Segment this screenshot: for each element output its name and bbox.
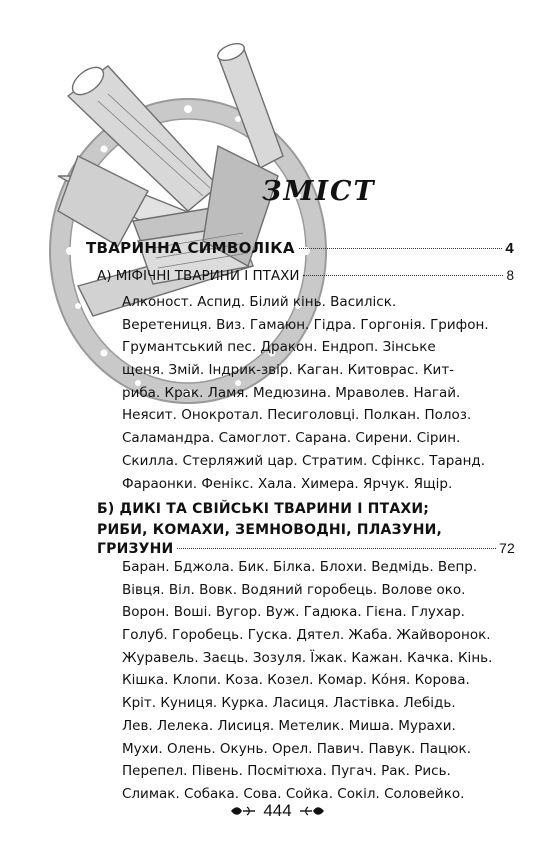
entry-line: Кріт. Куниця. Курка. Ласиця. Ластівка. Лебідь. <box>122 695 456 712</box>
entry-line: Алконост. Аспид. Білий кінь. Василіск. <box>122 294 397 310</box>
entry-line: риба. Крак. Ламя. Медюзина. Мраволев. Нагай. <box>122 384 461 401</box>
entry-line: Грумантський пес. Дракон. Ендроп. Зінське <box>122 339 436 356</box>
toc-section-b-label-line1: Б) ДИКІ ТА СВІЙСЬКІ ТВАРИНИ І ПТАХИ; <box>97 501 430 517</box>
entry-line: Веретениця. Виз. Гамаюн. Гідра. Горгонія. Грифон. <box>122 316 489 333</box>
entry-line: Перепел. Півень. Посмітюха. Пугач. Рак. Рись. <box>122 763 451 780</box>
dot-leader <box>303 275 503 276</box>
toc-section-main-label: ТВАРИННА СИМВОЛІКА <box>86 239 295 257</box>
entry-line: Лев. Лелека. Лисиця. Метелик. Миша. Мурахи. <box>122 717 456 734</box>
toc-section-b[interactable] <box>97 540 515 557</box>
entry-line: Саламандра. Самоглот. Сарана. Сирени. Сірин. <box>122 430 461 447</box>
page-number: 444 <box>263 801 292 820</box>
entry-line: Вівця. Віл. Вовк. Водяний горобець. Волове око. <box>122 581 466 598</box>
flourish-right-icon <box>298 804 326 818</box>
toc-section-main[interactable] <box>86 239 514 257</box>
entry-line: Фараонки. Фенікс. Хала. Химера. Ярчук. Ящір. <box>122 475 453 492</box>
entry-line: Кішка. Клопи. Коза. Козел. Комар. Ко́ня. Корова. <box>122 672 470 689</box>
dot-leader <box>299 248 503 249</box>
dot-leader <box>177 548 496 549</box>
entry-line: Мухи. Олень. Окунь. Орел. Павич. Павук. Пацюк. <box>122 740 471 757</box>
entry-line: Баран. Бджола. Бик. Білка. Блохи. Ведмідь. Вепр. <box>122 559 478 575</box>
toc-section-a[interactable] <box>97 268 514 284</box>
flourish-left-icon <box>229 804 257 818</box>
toc-section-b-label-line2: РИБИ, КОМАХИ, ЗЕМНОВОДНІ, ПЛАЗУНИ, <box>97 521 443 538</box>
page-footer <box>0 801 555 821</box>
entry-line: Неясит. Онокротал. Песиголовці. Полкан. Полоз. <box>122 407 472 424</box>
toc-section-b-page: 72 <box>499 540 515 556</box>
entry-line: Журавель. Заєць. Зозуля. Їжак. Кажан. Качка. Кінь. <box>122 649 493 666</box>
toc-section-b-label-line3: ГРИЗУНИ <box>97 541 174 557</box>
entry-line: Голуб. Горобець. Гуска. Дятел. Жаба. Жайворонок. <box>122 627 491 644</box>
toc-section-main-page: 4 <box>505 240 514 257</box>
toc-section-a-page: 8 <box>506 268 514 283</box>
toc-section-a-label: А) МІФІЧНІ ТВАРИНИ І ПТАХИ <box>97 268 300 284</box>
entry-line: Ворон. Воші. Вугор. Вуж. Гадюка. Гієна. Глухар. <box>122 604 465 621</box>
toc-section-b-heading[interactable] <box>97 499 442 540</box>
section-a-entries <box>122 291 489 495</box>
entry-line: Слимак. Собака. Сова. Сойка. Сокіл. Соловейко. <box>122 785 465 802</box>
section-b-entries <box>122 556 492 806</box>
entry-line: щеня. Змій. Індрик-звір. Каган. Китоврас. Кит- <box>122 362 455 379</box>
page-title: ЗМІСТ <box>262 176 376 207</box>
entry-line: Скилла. Стерляжий цар. Стратим. Сфінкс. Таранд. <box>122 452 486 469</box>
